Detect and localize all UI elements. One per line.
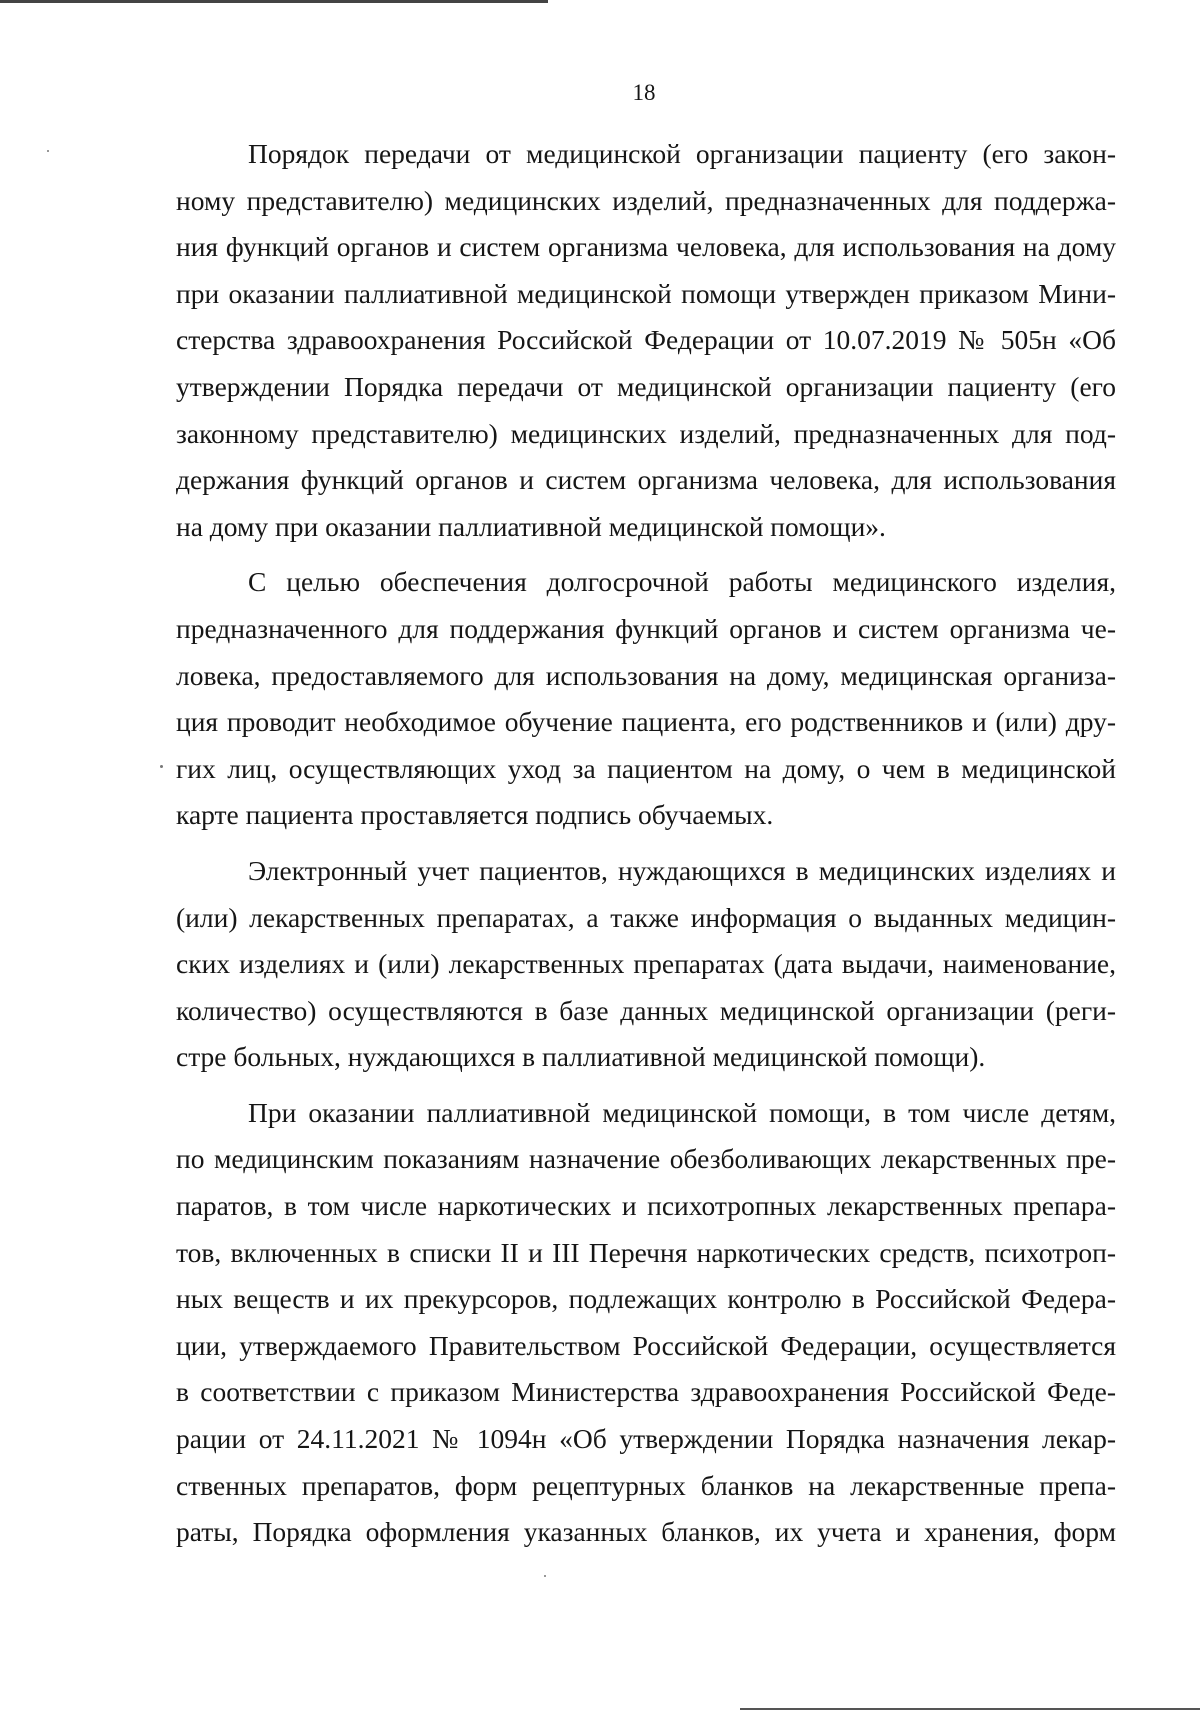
page-number: 18	[632, 80, 656, 105]
text-line: предназначенного для поддержания функций органов и систем организма че-	[176, 612, 1116, 644]
text-line: ских изделиях и (или) лекарственных препаратах (дата выдачи, наименование,	[176, 948, 1116, 980]
text-line: ции, утверждаемого Правительством Российской Федерации, осуществляется	[176, 1329, 1116, 1361]
text-line: тов, включенных в списки II и III Перечня наркотических средств, психотроп-	[176, 1236, 1116, 1268]
paragraph	[176, 1090, 1116, 1556]
paragraph	[176, 848, 1116, 1081]
text-line: при оказании паллиативной медицинской помощи утвержден приказом Мини-	[176, 277, 1116, 309]
text-line: ния функций органов и систем организма человека, для использования на дому	[176, 231, 1116, 263]
text-line: При оказании паллиативной медицинской помощи, в том числе детям,	[248, 1096, 1116, 1128]
text-line: на дому при оказании паллиативной медицинской помощи».	[176, 510, 886, 542]
text-line: ловека, предоставляемого для использования на дому, медицинская организа-	[176, 659, 1116, 691]
text-line: ция проводит необходимое обучение пациента, его родственников и (или) дру-	[176, 706, 1116, 738]
paragraph-gap	[176, 1081, 1116, 1090]
text-line: законному представителю) медицинских изделий, предназначенных для под-	[176, 417, 1116, 449]
text-line: стре больных, нуждающихся в паллиативной медицинской помощи).	[176, 1041, 986, 1073]
scan-speck	[544, 1575, 546, 1577]
text-line: рации от 24.11.2021 № 1094н «Об утверждении Порядка назначения лекар-	[176, 1423, 1116, 1455]
text-line: ному представителю) медицинских изделий, предназначенных для поддержа-	[176, 184, 1116, 216]
text-line: количество) осуществляются в базе данных медицинской организации (реги-	[176, 994, 1116, 1026]
text-line: Порядок передачи от медицинской организации пациенту (его закон-	[248, 138, 1116, 169]
text-line: ственных препаратов, форм рецептурных бланков на лекарственные препа-	[176, 1469, 1116, 1501]
text-line: стерства здравоохранения Российской Федерации от 10.07.2019 № 505н «Об	[176, 324, 1116, 356]
scan-speck	[47, 150, 49, 152]
text-line: раты, Порядка оформления указанных бланков, их учета и хранения, форм	[176, 1516, 1116, 1548]
text-line: С целью обеспечения долгосрочной работы медицинского изделия,	[248, 566, 1116, 598]
text-line: ных веществ и их прекурсоров, подлежащих контролю в Российской Федера-	[176, 1283, 1116, 1315]
paragraph	[176, 559, 1116, 839]
paragraph-gap	[176, 550, 1116, 559]
text-line: утверждении Порядка передачи от медицинской организации пациенту (его	[176, 370, 1116, 402]
document-body	[176, 131, 1116, 1556]
text-line: карте пациента проставляется подпись обучаемых.	[176, 799, 774, 831]
scan-edge-bottom	[740, 1708, 1200, 1710]
text-line: гих лиц, осуществляющих уход за пациентом на дому, о чем в медицинской	[176, 752, 1116, 784]
scan-speck	[160, 765, 163, 768]
paragraph-gap	[176, 839, 1116, 848]
text-line: (или) лекарственных препаратах, а также информация о выданных медицин-	[176, 901, 1116, 933]
text-line: в соответствии с приказом Министерства здравоохранения Российской Феде-	[176, 1376, 1116, 1408]
text-line: паратов, в том числе наркотических и психотропных лекарственных препара-	[176, 1190, 1116, 1222]
paragraph	[176, 131, 1116, 550]
scan-edge-top	[0, 0, 548, 3]
text-line: держания функций органов и систем организма человека, для использования	[176, 464, 1116, 496]
text-line: Электронный учет пациентов, нуждающихся в медицинских изделиях и	[248, 854, 1116, 886]
text-line: по медицинским показаниям назначение обезболивающих лекарственных пре-	[176, 1143, 1116, 1175]
